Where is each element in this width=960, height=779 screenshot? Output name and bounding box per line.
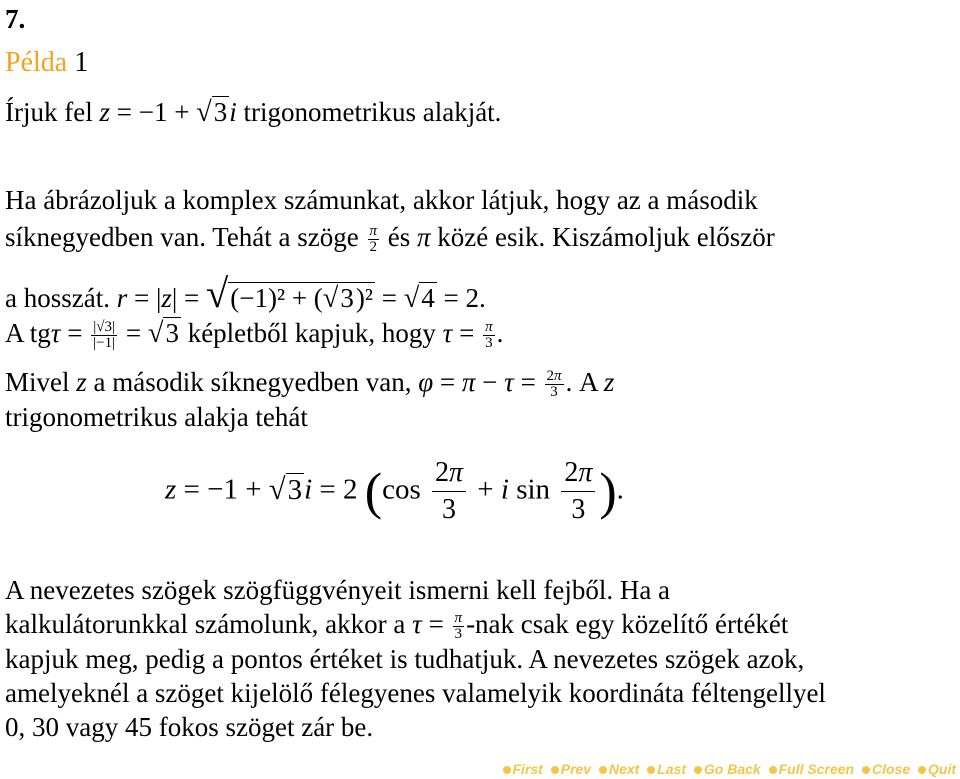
nav-last[interactable]: Last <box>647 761 686 777</box>
nav-quit[interactable]: Quit <box>918 761 956 777</box>
para4-line5: 0, 30 vagy 45 fokos szöget zár be. <box>5 712 374 742</box>
para2-line: A tgτ = $\frac{|√3|}{|-1|}$ = √3 képletből kapjuk, hogy τ = $\frac{\pi}{3}$ . <box>5 318 504 352</box>
nav-next[interactable]: Next <box>599 761 639 777</box>
para3-line1: Mivel z a második síknegyedben van, φ = π − τ = $\frac{2\pi}{3}$ . A z <box>5 367 615 401</box>
para4-line3: kapjuk meg, pedig a pontos értéket is tudhatjuk. A nevezetes szögek azok, <box>5 644 805 674</box>
math-z-expr: z <box>99 97 110 127</box>
nav-full-screen[interactable]: Full Screen <box>769 761 854 777</box>
bullet-icon <box>918 766 926 774</box>
bullet-icon <box>503 766 511 774</box>
nav-prev[interactable]: Prev <box>551 761 591 777</box>
sqrt-3: √3 <box>196 97 228 128</box>
example-heading <box>5 47 88 79</box>
display-equation: z = −1 + √3i = 2 (cos $\frac{2\pi}{3}$ + i sin $\frac{2\pi}{3}$ ). <box>165 455 624 529</box>
bullet-icon <box>862 766 870 774</box>
para1-line2: síknegyedben van. Tehát a szöge $\frac{\pi}{2}$ és π közé esik. Kiszámoljuk először <box>5 222 775 256</box>
nav-close[interactable]: Close <box>862 761 910 777</box>
para4-line1: A nevezetes szögek szögfüggvényeit ismerni kell fejből. Ha a <box>5 575 671 605</box>
bullet-icon <box>647 766 655 774</box>
frac-2pi-3-display: $\frac{2\pi}{3}$ <box>432 455 466 529</box>
slide-number: 7. <box>5 4 26 34</box>
frac-pi-2: $\frac{\pi}{2}$ <box>369 222 378 256</box>
frac-pi-3: $\frac{\pi}{3}$ <box>485 318 493 352</box>
example-label: Példa <box>5 47 68 78</box>
para4-line4: amelyeknél a szöget kijelölő félegyenes valamelyik koordináta féltengellyel <box>5 678 826 708</box>
bullet-icon <box>769 766 777 774</box>
frac-2pi-3: $\frac{2\pi}{3}$ <box>546 367 562 401</box>
navigation-bar <box>499 761 957 777</box>
para3-line2: trigonometrikus alakja tehát <box>5 402 308 432</box>
para1-line3: a hosszát. r = |z| = √(−1)² + (√3)² = √4 = 2. <box>5 271 486 316</box>
frac-tg: $\frac{|√3|}{|-1|}$ <box>93 318 116 352</box>
para4-line2: kalkulátorunkkal számolunk, akkor a τ = $\frac{\pi}{3}$ -nak csak egy közelítő értékét <box>5 609 789 643</box>
bullet-icon <box>551 766 559 774</box>
task-line: Írjuk fel z = −1 + √3i trigonometrikus alakját. <box>5 97 502 128</box>
nav-first[interactable]: First <box>503 761 543 777</box>
bullet-icon <box>694 766 702 774</box>
sqrt-modulus: √(−1)² + (√3)² <box>206 271 373 316</box>
bullet-icon <box>599 766 607 774</box>
example-number: 1 <box>74 47 89 78</box>
para1-line1: Ha ábrázoljuk a komplex számunkat, akkor látjuk, hogy az a második <box>5 185 758 215</box>
nav-go-back[interactable]: Go Back <box>694 761 761 777</box>
